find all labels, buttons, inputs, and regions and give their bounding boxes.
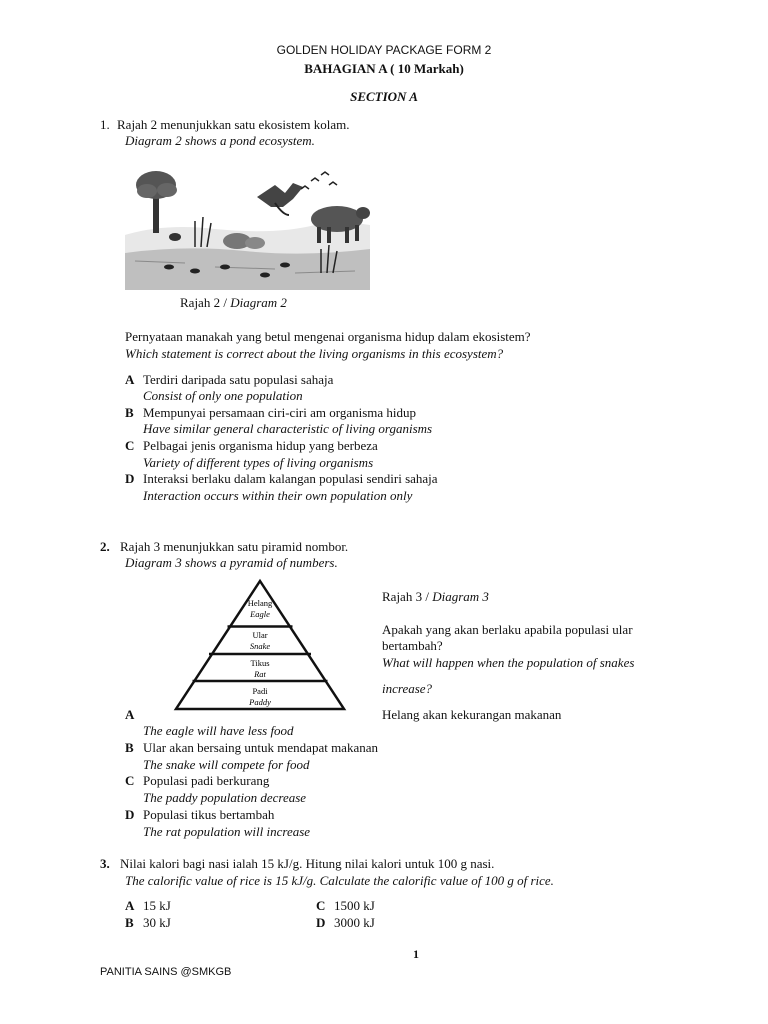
pyramid-level-eagle-en: Eagle [250,609,270,619]
q1-caption-ms: Rajah 2 / [180,295,231,310]
q2-option-b-en: The snake will compete for food [143,757,310,772]
q1-diagram-caption [180,295,287,311]
q1-option-d-ms: Interaksi berlaku dalam kalangan populasi sendiri sahaja [143,471,438,486]
section-title: BAHAGIAN A ( 10 Markah) [304,61,464,76]
footer-credit: PANITIA SAINS @SMKGB [100,966,232,978]
q1-option-b-en: Have similar general characteristic of living organisms [143,421,433,436]
q1-option-a-letter[interactable]: A [125,372,135,387]
pyramid-of-numbers-diagram [170,577,350,713]
q3-option-a-letter[interactable]: A [125,898,135,913]
q1-question-en: Which statement is correct about the living organisms in this ecosystem? [125,346,504,361]
tree-trunk-icon [153,197,159,233]
q2-option-a-letter[interactable]: A [125,707,135,722]
q1-option-d-en: Interaction occurs within their own population only [143,488,413,503]
section-subtitle: SECTION A [350,89,418,104]
q3-option-b-value: 30 kJ [143,915,171,930]
q2-prompt-en: Diagram 3 shows a pyramid of numbers. [125,555,338,570]
pyramid-level-eagle-ms: Helang [247,598,273,608]
q1-prompt-en: Diagram 2 shows a pond ecosystem. [125,133,315,148]
pyramid-level-paddy-en: Paddy [249,697,271,707]
q2-number: 2. [100,539,110,554]
q2-question-ms-line1: Apakah yang akan berlaku apabila populasi ular [382,622,633,637]
q1-option-d-letter[interactable]: D [125,471,135,486]
q3-option-b-letter[interactable]: B [125,915,134,930]
q2-option-c-en: The paddy population decrease [143,790,307,805]
q3-number: 3. [100,856,110,871]
frog-icon [169,233,181,241]
q3-option-c-letter[interactable]: C [316,898,326,913]
q3-option-c-value: 1500 kJ [334,898,375,913]
q2-prompt-ms: Rajah 3 menunjukkan satu piramid nombor. [120,539,349,554]
pyramid-level-rat-en: Rat [254,669,266,679]
q1-option-b-letter[interactable]: B [125,405,134,420]
q3-prompt-en: The calorific value of rice is 15 kJ/g. Calculate the calorific value of 100 g of rice. [125,873,554,888]
q2-caption-en: Diagram 3 [432,589,489,604]
q1-option-c-en: Variety of different types of living organisms [143,455,374,470]
q2-diagram-caption [382,589,489,605]
page-number: 1 [413,947,419,961]
q3-option-a-value: 15 kJ [143,898,171,913]
q2-option-a-en: The eagle will have less food [143,723,294,738]
q3-option-d-letter[interactable]: D [316,915,326,930]
pyramid-level-snake-ms: Ular [252,630,268,640]
q2-option-d-letter[interactable]: D [125,807,135,822]
q2-option-d-en: The rat population will increase [143,824,311,839]
pyramid-level-rat-ms: Tikus [250,658,270,668]
pyramid-level-snake-en: Snake [249,641,271,651]
q2-option-a-ms: Helang akan kekurangan makanan [382,707,562,722]
q3-prompt-ms: Nilai kalori bagi nasi ialah 15 kJ/g. Hitung nilai kalori untuk 100 g nasi. [120,856,495,871]
q3-option-d-value: 3000 kJ [334,915,375,930]
q1-caption-en: Diagram 2 [230,295,287,310]
q2-caption-ms: Rajah 3 / [382,589,433,604]
package-title: GOLDEN HOLIDAY PACKAGE FORM 2 [276,43,492,57]
q1-question-ms: Pernyataan manakah yang betul mengenai organisma hidup dalam ekosistem? [125,329,531,344]
q2-option-b-letter[interactable]: B [125,740,134,755]
pyramid-level-paddy-ms: Padi [252,686,268,696]
q1-option-b-ms: Mempunyai persamaan ciri-ciri am organisma hidup [143,405,417,420]
q1-option-c-letter[interactable]: C [125,438,135,453]
q2-question-en-line2: increase? [382,681,433,696]
q1-prompt-ms: Rajah 2 menunjukkan satu ekosistem kolam. [117,117,350,132]
q1-option-a-en: Consist of only one population [143,388,303,403]
q2-question-en-line1: What will happen when the population of snakes [382,655,635,670]
q2-option-d-ms: Populasi tikus bertambah [143,807,275,822]
q2-question-ms-line2: bertambah? [382,638,443,653]
q2-option-b-ms: Ular akan bersaing untuk mendapat makanan [143,740,378,755]
q1-option-a-ms: Terdiri daripada satu populasi sahaja [143,372,334,387]
pond-ecosystem-diagram [125,163,370,290]
q1-number: 1. [100,117,110,132]
q1-option-c-ms: Pelbagai jenis organisma hidup yang berbeza [143,438,378,453]
q2-option-c-letter[interactable]: C [125,773,135,788]
q2-option-c-ms: Populasi padi berkurang [143,773,270,788]
